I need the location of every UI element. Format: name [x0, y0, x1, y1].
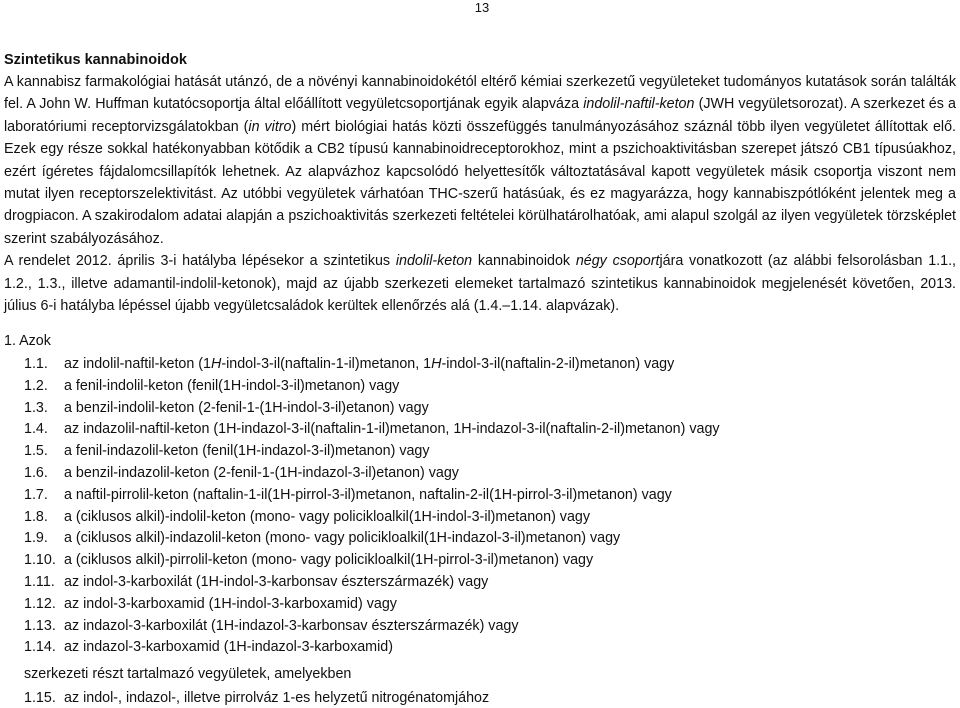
list-item-number: 1.6.	[24, 464, 48, 481]
paragraph-segment: A kannabisz farmakológiai hatását utánzó, de a növényi kannabinoidokétól eltérő kémiai szerkezetű vegyületeket tudományos kutatások során találták fel. A John W. Huffman kutatócsoportja által előállított vegyületcsoportjának egyik alapváza	[4, 74, 956, 113]
list-item-text-segment: H	[211, 356, 222, 372]
compound-list	[24, 354, 954, 659]
list-item-text	[64, 637, 954, 659]
list-item-number: 1.14.	[24, 639, 56, 656]
list-label: 1. Azok	[4, 333, 51, 349]
list-item-text	[64, 463, 954, 485]
paragraph-segment: indolil-naftil-keton	[583, 96, 695, 113]
list-item-text	[64, 441, 954, 463]
paragraph-segment: (JWH vegyületsorozat). A szerkezet és a laboratóriumi receptorvizsgálatokban (	[4, 96, 956, 135]
list-item-text-segment: -indol-3-il(naftalin-2-il)metanon) vagy	[441, 356, 675, 372]
list-item-number: 1.9.	[24, 530, 48, 547]
list-item-text-segment: a (ciklusos alkil)-pirrolil-keton (mono- vagy policikloalkil(1H-pirrol-3-il)metanon) vagy	[64, 552, 594, 569]
list-item	[24, 419, 954, 441]
list-item-text	[64, 550, 954, 572]
list-item-number: 1.1.	[24, 356, 48, 372]
list-item-number: 1.3.	[24, 399, 48, 416]
paragraph-segment: in vitro	[248, 118, 292, 135]
list-item-text-segment: a naftil-pirrolil-keton (naftalin-1-il(1H-pirrol-3-il)metanon, naftalin-2-il(1H-pirrol-3-il)metanon) vagy	[64, 486, 672, 503]
list-item-text	[64, 572, 954, 594]
list-item-text-segment: a benzil-indolil-keton (2-fenil-1-(1H-indol-3-il)etanon) vagy	[64, 399, 429, 416]
intro-paragraph	[4, 71, 956, 317]
list-item-last	[24, 688, 954, 708]
list-item-text	[64, 376, 954, 398]
paragraph-segment: A rendelet 2012. április 3-i hatályba lépésekor a szintetikus	[4, 253, 396, 270]
list-item-text-segment: a fenil-indazolil-keton (fenil(1H-indazol-3-il)metanon) vagy	[64, 443, 430, 460]
list-item-text-segment: -indol-3-il(naftalin-1-il)metanon, 1	[221, 356, 432, 372]
list-item	[24, 398, 954, 420]
list-item-number: 1.8.	[24, 508, 48, 525]
list-item-text	[64, 507, 954, 529]
list-item	[24, 507, 954, 529]
list-item-text-segment: az indol-3-karboxilát (1H-indol-3-karbonsav észterszármazék) vagy	[64, 573, 489, 590]
list-item-text	[64, 616, 954, 638]
paragraph-segment: négy csoport	[575, 253, 660, 270]
list-tail-text: szerkezeti részt tartalmazó vegyületek, amelyekben	[24, 666, 352, 682]
list-item-text	[64, 398, 954, 420]
list-item-number: 1.15.	[24, 690, 56, 706]
paragraph-segment: indolil-keton	[395, 253, 473, 270]
page-number: 13	[474, 0, 490, 15]
list-item-text	[64, 419, 954, 441]
list-item-text-segment: a (ciklusos alkil)-indazolil-keton (mono- vagy policikloalkil(1H-indazol-3-il)metanon) vagy	[64, 530, 621, 547]
list-item	[24, 376, 954, 398]
list-item-number: 1.4.	[24, 421, 48, 438]
list-item	[24, 441, 954, 463]
list-item-text-segment: az indazol-3-karboxamid (1H-indazol-3-karboxamid)	[64, 639, 393, 656]
list-item-number: 1.5.	[24, 443, 48, 460]
list-item-number: 1.13.	[24, 617, 56, 634]
list-item-text	[64, 354, 954, 376]
list-item-number: 1.2.	[24, 377, 48, 394]
list-item-text-segment: a benzil-indazolil-keton (2-fenil-1-(1H-indazol-3-il)etanon) vagy	[64, 464, 459, 481]
paragraph-segment: ) mért biológiai hatás közti összefüggés tanulmányozásához száznál több ilyen vegyületet állítottak elő. Ezek egy része sokkal hatékonyabban kötődik a CB2 típusú kannabinoidreceptorokhoz, mint a pszichoaktivitásban szerepet játszó CB1 típusúakhoz, ezért ígéretes fájdalomcsillapítók lehetnek. Az alapvázhoz kapcsolódó helyettesítők változtatásával kapott vegyületek másik csoportja viszont nem mutat ilyen receptorszelektivitást. Az utóbbi vegyületek várhatóan THC-szerű hatásúak, és ez magyarázza, hogy kannabiszpótlóként jelentek meg a drogpiacon. A szakirodalom adatai alapján a pszichoaktivitás szerkezeti feltételei körülhatárolhatóak, ami alapul szolgál az ilyen vegyületek törzsképlet szerint szabályozásához.	[4, 118, 957, 247]
list-item	[24, 572, 954, 594]
list-item-text-segment: az indol-3-karboxamid (1H-indol-3-karboxamid) vagy	[64, 595, 397, 612]
list-item	[24, 528, 954, 550]
paragraph-segment: kannabinoidok	[472, 253, 576, 270]
list-item	[24, 616, 954, 638]
list-item-text	[64, 528, 954, 550]
list-item-text-segment: az indolil-naftil-keton (1	[64, 356, 212, 372]
list-item	[24, 485, 954, 507]
list-item	[24, 637, 954, 659]
section-heading: Szintetikus kannabinoidok	[4, 52, 187, 68]
list-item	[24, 594, 954, 616]
list-item-text-segment: az indazol-3-karboxilát (1H-indazol-3-karbonsav észterszármazék) vagy	[64, 617, 519, 634]
list-item-text	[64, 594, 954, 616]
list-item	[24, 354, 954, 376]
list-item-number: 1.11.	[24, 573, 55, 590]
list-item-text: az indol-, indazol-, illetve pirrolváz 1-es helyzetű nitrogénatomjához	[64, 690, 490, 706]
list-item-text-segment: a (ciklusos alkil)-indolil-keton (mono- vagy policikloalkil(1H-indol-3-il)metanon) vagy	[64, 508, 590, 525]
list-item-text-segment: az indazolil-naftil-keton (1H-indazol-3-il(naftalin-1-il)metanon, 1H-indazol-3-il(naftalin-2-il)metanon) vagy	[64, 421, 720, 438]
list-item	[24, 550, 954, 572]
list-item-number: 1.10.	[24, 552, 56, 569]
list-item-text	[64, 485, 954, 507]
list-item	[24, 463, 954, 485]
list-item-text-segment: a fenil-indolil-keton (fenil(1H-indol-3-il)metanon) vagy	[64, 377, 400, 394]
list-item-number: 1.12.	[24, 595, 56, 612]
list-item-text-segment: H	[431, 356, 442, 372]
list-item-number: 1.7.	[24, 486, 48, 503]
paragraph-segment: jára vonatkozott (az alábbi felsorolásban 1.1., 1.2., 1.3., illetve adamantil-indolil-ketonok), majd az újabb szerkezeti elemeket tartalmazó szintetikus kannabinoidok megjelenését követően, 2013. július 6-i hatályba lépéssel újabb vegyületcsaládok kerültek ellenőrzés alá (1.4.–1.14. alapvázak).	[4, 253, 957, 315]
